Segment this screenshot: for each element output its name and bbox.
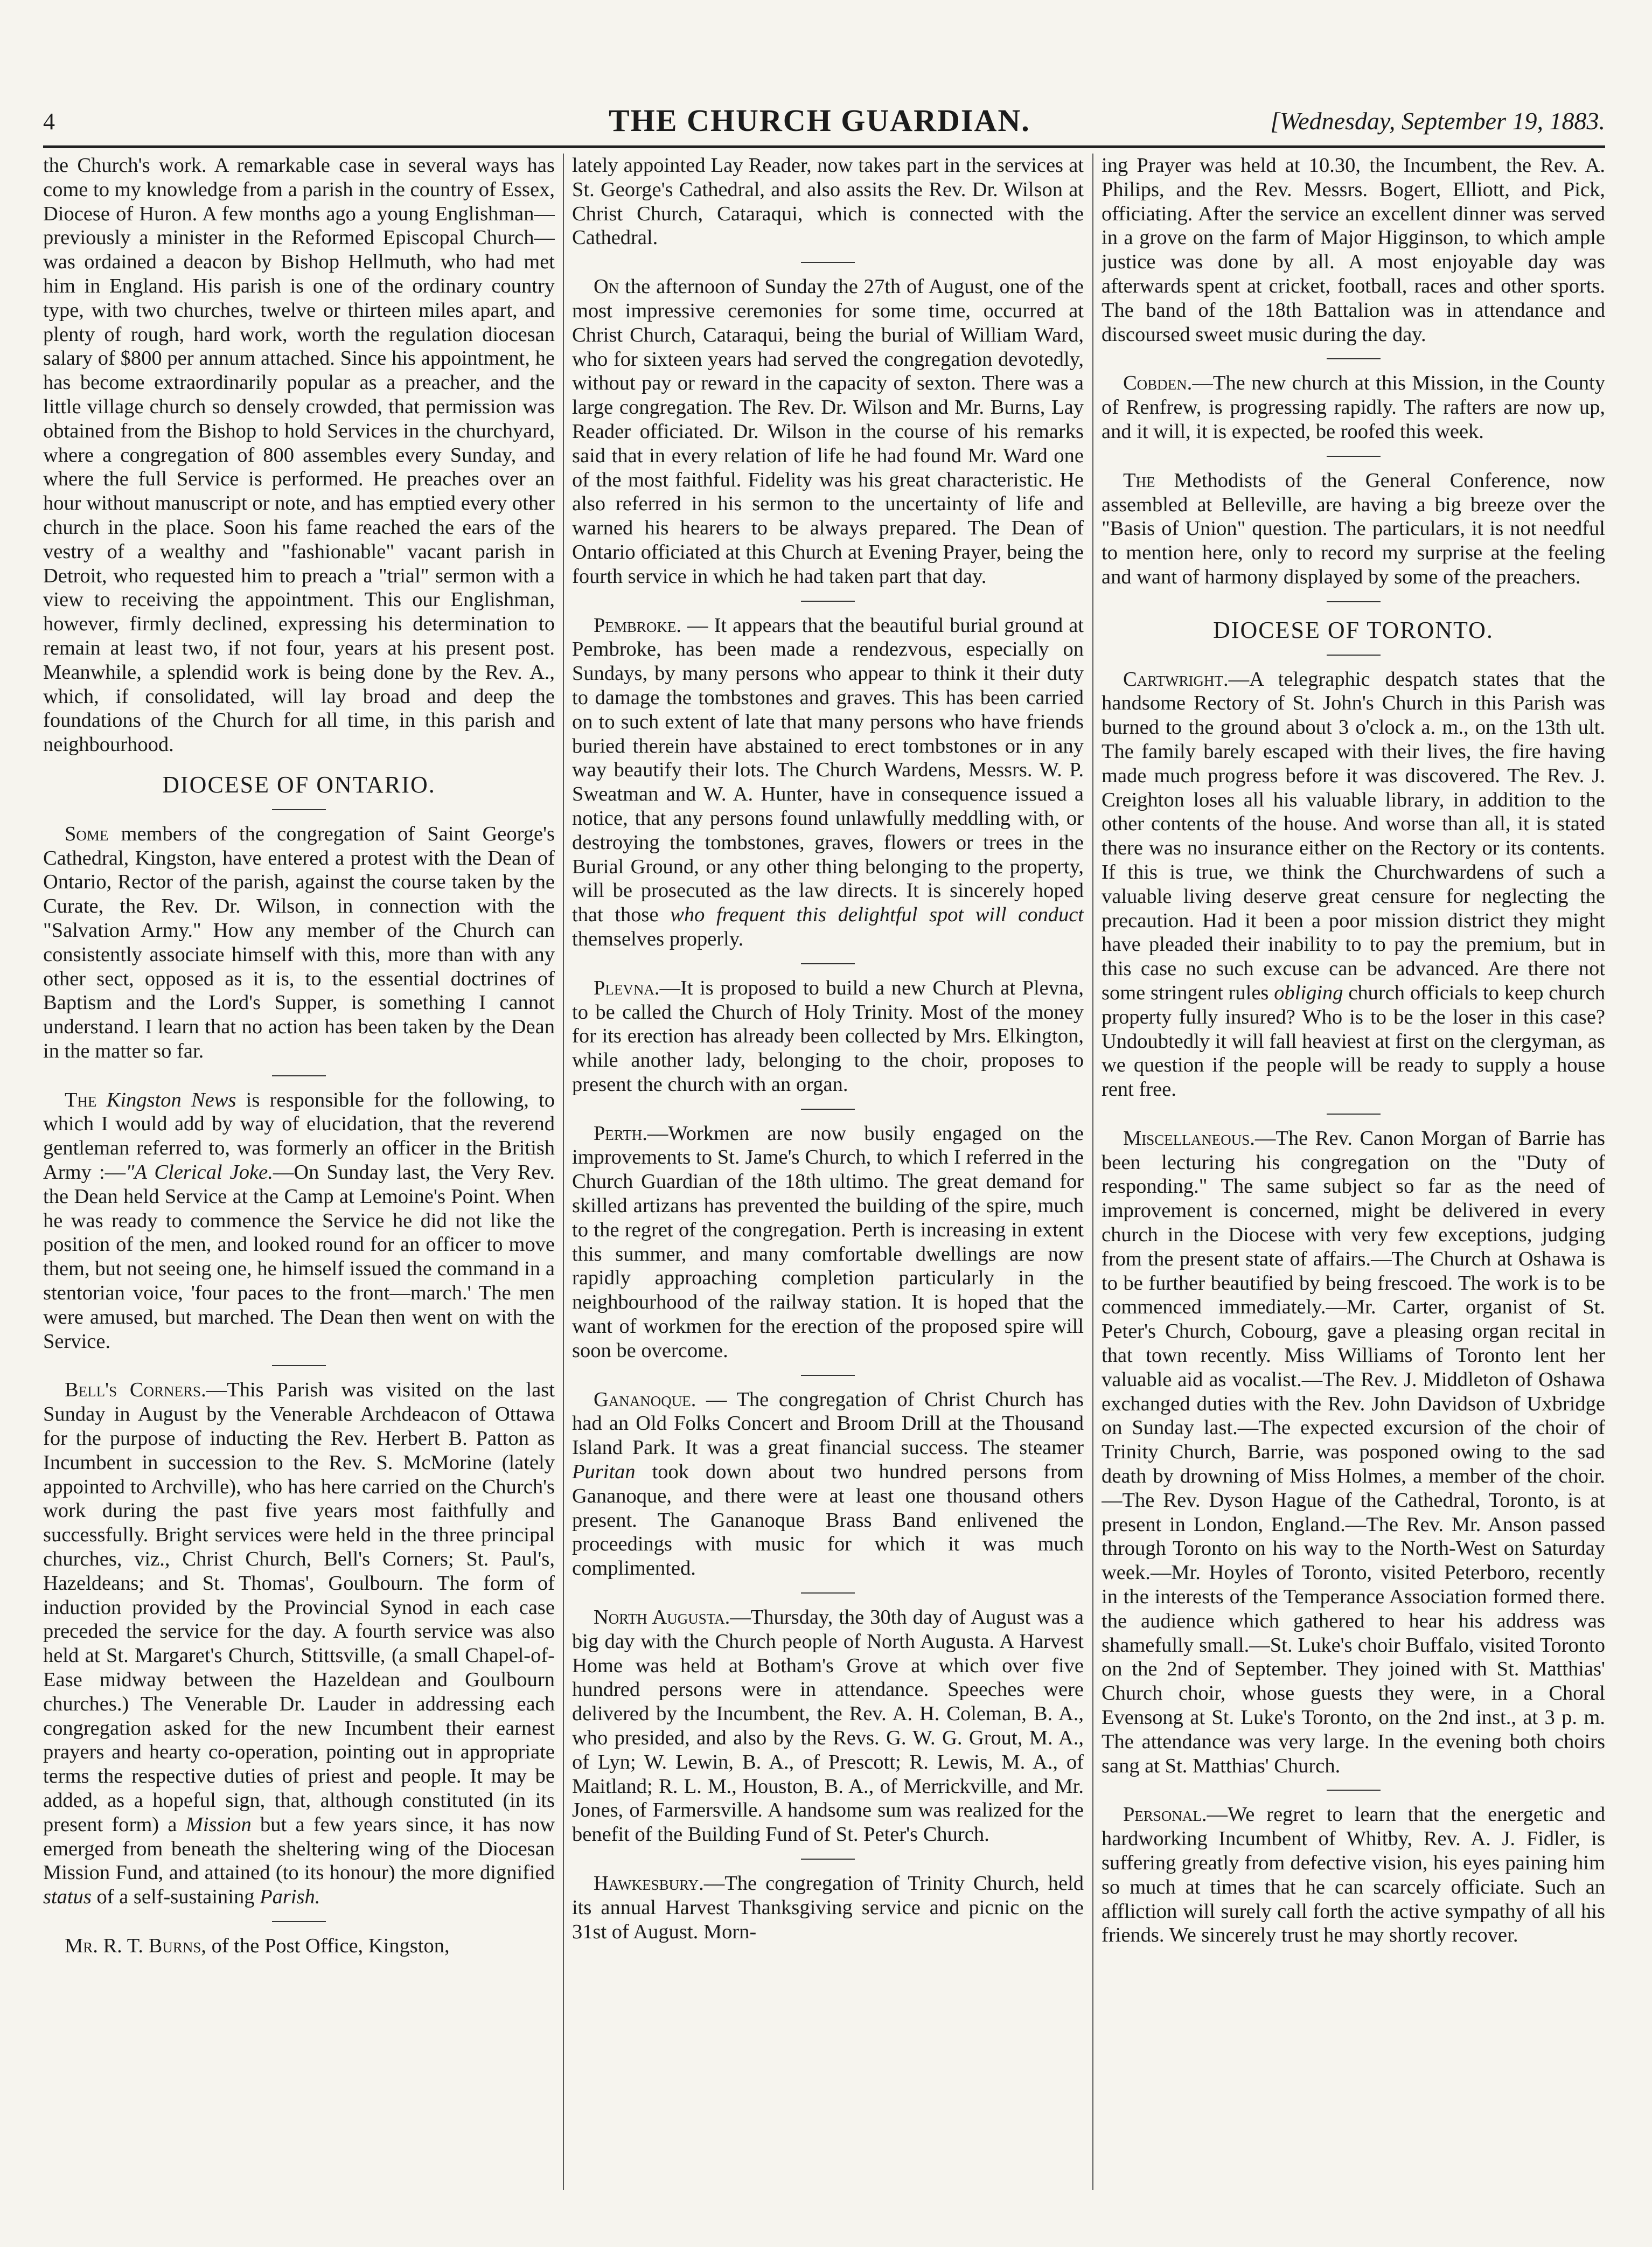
- column-1: [43, 154, 555, 2201]
- emphasis: status: [43, 1886, 92, 1909]
- article-burns: [43, 1934, 555, 1958]
- section-rule: [1327, 1114, 1381, 1115]
- column-divider-1: [563, 154, 564, 2190]
- emphasis: who frequent this delightful spot will conduct: [658, 903, 1084, 927]
- lead-word: Bell's Corners.: [65, 1379, 206, 1402]
- article-text: is responsible for the following, to which I would add by way of elucidation, that the reverend gentleman referred to, was formerly an officer in the British Army :—: [43, 1088, 555, 1184]
- paper-title: THE CHURCH GUARDIAN.: [609, 103, 1030, 138]
- article-huron-continued: the Church's work. A remarkable case in several ways has come to my knowledge from a parish in the country of Essex, Diocese of Huron. A few months ago a young Englishman—previously a minister in the Reformed Episcopal Church—was ordained a deacon by Bishop Hellmuth, who had met him in England. His parish is one of the ordinary country type, with two churches, twelve or thirteen miles apart, and plenty of rough, hard work, worth the regulation diocesan salary of $800 per annum attached. Since his appointment, he has become extraordinarily popular as a preacher, and the little village church so densely crowded, that permission was obtained from the Bishop to hold Services in the churchyard, where a congregation of 800 assembles every Sunday, and where the full Service is performed. He preaches over an hour without manuscript or note, and has emptied every other church in the place. Soon his fame reached the ears of the vestry of a wealthy and "fashionable" vacant parish in Detroit, who requested him to preach a "trial" sermon with a view to receiving the appointment. This our Englishman, however, firmly declined, expressing his determination to remain at least two, if not four, years at his present post. Meanwhile, a splendid work is being done by the Rev. A., which, if consolidated, will lay broad and deep the foundations of the Church for all time, in this parish and neighbourhood.: [43, 154, 555, 756]
- article-miscellaneous: [1102, 1126, 1605, 1778]
- emphasis: Mission: [185, 1813, 252, 1836]
- article-bells-corners: [43, 1378, 555, 1909]
- lead-word: Mr. R. T. Burns,: [65, 1934, 206, 1957]
- section-rule: [801, 963, 855, 964]
- article-hawkesbury: [572, 1872, 1084, 1944]
- section-rule: [801, 262, 855, 263]
- article-pembroke: [572, 614, 1084, 951]
- section-rule: [272, 1075, 326, 1076]
- article-text: — It appears that the beautiful burial ground at Pembroke, has been made a rendezvous, especially on Sundays, by many persons who appear to think it their duty to damage the tombstones and graves. This has been carried on to such extent of late that many persons who have friends buried therein have abstained to erect tombstones or in any way beautify their lots. The Church Wardens, Messrs. W. P. Sweatman and W. A. Hunter, have in consequence issued a notice, that any persons found unlawfully meddling with, or destroying the tombstones, graves, flowers or trees in the Burial Ground, or any other thing belonging to the property, will be prosecuted as the law directs. It is sincerely hoped that those: [572, 614, 1084, 927]
- section-rule: [801, 1109, 855, 1110]
- section-rule: [801, 601, 855, 602]
- heading-diocese-of-toronto: DIOCESE OF TORONTO.: [1213, 616, 1494, 643]
- section-rule: [1327, 655, 1381, 656]
- article-perth: [572, 1122, 1084, 1363]
- page-number: 4: [43, 108, 55, 135]
- article-salvation-army: [43, 822, 555, 1063]
- article-text: —A telegraphic despatch states that the handsome Rectory of St. John's Church in this Parish was burned to the ground about 3 o'clock a. m., on the 13th ult. The family barely escaped with their lives, the fire having made much progress before it was discovered. The Rev. J. Creighton loses all his valuable library, in addition to the other contents of the house. And worse than all, it is stated there was no insurance either on the Rectory or its contents. If this is true, we think the Churchwardens of such a valuable living deserve great censure for neglecting the precaution. Had it been a poor mission district they might have pleaded their inability to to pay the premium, but in this case no such excuse can be advanced. Are there not some stringent rules: [1102, 667, 1605, 1004]
- article-text: but a few years since, it has now emerged from beneath the sheltering wing of the Diocesan Mission Fund, and attained (to its honour) the more dignified: [43, 1813, 555, 1884]
- column-2: [572, 154, 1084, 2201]
- heading-diocese-of-ontario: DIOCESE OF ONTARIO.: [162, 771, 436, 798]
- lead-word: North Augusta.: [594, 1606, 730, 1629]
- emphasis: Parish.: [260, 1886, 320, 1909]
- article-text: —On Sunday last, the Very Rev. the Dean held Service at the Camp at Lemoine's Point. When he was ready to commence the Service he did not like the position of the men, and looked round for an officer to move them, but not seeing one, he himself issued the command in a stentorian voice, 'four paces to the front—march.' The men were amused, but marched. The Dean then went on with the Service.: [43, 1161, 555, 1353]
- emphasis: obliging: [1268, 981, 1343, 1004]
- masthead: [43, 102, 1605, 145]
- article-text: members of the congregation of Saint George's Cathedral, Kingston, have entered a protest with the Dean of Ontario, Rector of the parish, against the course taken by the Curate, the Rev. Dr. Wilson, in connection with the "Salvation Army." How any member of the Church can consistently associate himself with this, more than with any other sect, opposed as it is, to the essential doctrines of Baptism and the Lord's Supper, is something I cannot understand. I learn that no action has been taken by the Dean in the matter so far.: [43, 822, 555, 1062]
- article-text: themselves properly.: [572, 927, 744, 950]
- lead-word: Hawkesbury.: [594, 1872, 704, 1895]
- article-text: Methodists of the General Conference, now assembled at Belleville, are having a big breeze over the "Basis of Union" question. The particulars, it is not needful to mention here, only to record my surprise at the feeling and want of harmony displayed by some of the preachers.: [1102, 469, 1605, 588]
- article-text: —Workmen are now busily engaged on the improvements to St. Jame's Church, to which I referred in the Church Guardian of the 18th ultimo. The great demand for skilled artizans has prevented the building of the spire, much to the regret of the congregation. Perth is increasing in extent this summer, and many comfortable dwellings are now rapidly approaching completion particularly in the neighbourhood of the railway station. It is hoped that the want of workmen for the erection of the proposed spire will soon be overcome.: [572, 1122, 1084, 1362]
- article-text: —The congregation of Trinity Church, held its annual Harvest Thanksgiving service and picnic on the 31st of August. Morn-: [572, 1872, 1084, 1943]
- lead-word: Miscellaneous.: [1123, 1126, 1255, 1150]
- article-clerical-joke: [43, 1088, 555, 1354]
- article-hawkesbury-continued: ing Prayer was held at 10.30, the Incumbent, the Rev. A. Philips, and the Rev. Messrs. Bogert, Elliott, and Pick, officiating. After the service an excellent dinner was served in a grove on the farm of Major Higginson, to which ample justice was done by all. A most enjoyable day was afterwards spent at cricket, football, races and other sports. The band of the 18th Battalion was in attendance and discoursed sweet music during the day.: [1102, 154, 1605, 346]
- lead-word: On: [594, 275, 619, 298]
- lead-word: The: [65, 1088, 97, 1111]
- lead-word: Some: [65, 822, 109, 845]
- article-personal: [1102, 1803, 1605, 1947]
- masthead-rule: [43, 145, 1605, 148]
- article-william-ward: [572, 275, 1084, 588]
- section-rule: [801, 1375, 855, 1376]
- article-cartwright: [1102, 667, 1605, 1102]
- section-rule: [272, 1921, 326, 1922]
- article-methodists: [1102, 469, 1605, 589]
- section-rule: [1327, 456, 1381, 457]
- article-cobden: [1102, 371, 1605, 443]
- section-rule: [272, 809, 326, 810]
- section-rule: [1327, 358, 1381, 359]
- article-text: —It is proposed to build a new Church at Plevna, to be called the Church of Holy Trinity. Most of the money for its erection has already been collected by Mrs. Elkington, while another lady, belonging to the choir, proposes to present the church with an organ.: [572, 976, 1084, 1096]
- lead-word: Personal.: [1123, 1803, 1207, 1826]
- article-text: the afternoon of Sunday the 27th of August, one of the most impressive ceremonies for some time, occurred at Christ Church, Cataraqui, being the burial of William Ward, who for sixteen years had served the congregation devotedly, without pay or reward in the capacity of sexton. There was a large congregation. The Rev. Dr. Wilson and Mr. Burns, Lay Reader officiated. Dr. Wilson in the course of his remarks said that in every relation of life he had found Mr. Ward one of the most faithful. Fidelity was his great characteristic. He also referred in his sermon to the uncertainty of life and warned his hearers to be always prepared. The Dean of Ontario officiated at this Church at Evening Prayer, being the fourth service in which he had taken part that day.: [572, 275, 1084, 588]
- lead-word: Gananoque.: [594, 1388, 696, 1411]
- article-plevna: [572, 976, 1084, 1097]
- lead-word: Cartwright.: [1123, 667, 1229, 691]
- lead-word: Pembroke.: [594, 614, 682, 637]
- quoted-title: "A Clerical Joke.: [126, 1161, 273, 1184]
- section-rule: [1327, 601, 1381, 602]
- article-text: took down about two hundred persons from Gananoque, and there were at least one thousand others present. The Gananoque Brass Band enlivened the proceedings with music for which it was much complimented.: [572, 1460, 1084, 1580]
- lead-word: Plevna.: [594, 976, 660, 999]
- lead-word: Cobden.: [1123, 372, 1193, 395]
- section-rule: [272, 1365, 326, 1366]
- article-gananoque: [572, 1388, 1084, 1581]
- lead-word: Perth.: [594, 1122, 647, 1145]
- article-text: of the Post Office, Kingston,: [206, 1934, 450, 1957]
- column-divider-2: [1092, 154, 1093, 2190]
- column-3: [1102, 154, 1605, 2201]
- article-text: —Thursday, the 30th day of August was a big day with the Church people of North Augusta. A Harvest Home was held at Botham's Grove at which over five hundred persons were in attendance. Speeches were delivered by the Incumbent, the Rev. A. H. Coleman, B. A., who presided, and also by the Revs. G. W. G. Grout, M. A., of Lyn; W. Lewin, B. A., of Prescott; R. Lewis, M. A., of Maitland; R. L. M., Houston, B. A., of Merrickville, and Mr. Jones, of Farmersville. A handsome sum was realized for the benefit of the Building Fund of St. Peter's Church.: [572, 1606, 1084, 1846]
- article-text: —The Rev. Canon Morgan of Barrie has been lecturing his congregation on the "Duty of responding." The same subject so far as the need of improvement is concerned, might be delivered in every church in the Diocese with very few exceptions, judging from the present state of affairs.—The Church at Oshawa is to be further beautified by being frescoed. The work is to be commenced immediately.—Mr. Carter, organist of St. Peter's Church, Cobourg, gave a pleasing organ recital in that town recently. Miss Williams of Toronto lent her valuable aid as vocalist.—The Rev. J. Middleton of Oshawa exchanged duties with the Rev. John Davidson of Uxbridge on Sunday last.—The expected excursion of the choir of Trinity Church, Barrie, was posponed owing to the sad death by drowning of Miss Holmes, a member of the choir.—The Rev. Dyson Hague of the Cathedral, Toronto, is at present in London, England.—The Rev. Mr. Anson passed through Toronto on his way to the North-West on Saturday week.—Mr. Hoyles of Toronto, visited Peterboro, recently in the interests of the Temperance Association formed there. the audience which gathered to hear his address was shamefully small.—St. Luke's choir Buffalo, visited Toronto on the 2nd of September. They joined with St. Matthias' Church choir, whose guests they were, in a Choral Evensong at St. Luke's Toronto, on the 2nd inst., at 3 p. m. The attendance was very large. In the evening both choirs sang at St. Matthias' Church.: [1102, 1126, 1605, 1777]
- section-rule: [1327, 1790, 1381, 1791]
- issue-date: [Wednesday, September 19, 1883.: [1270, 107, 1605, 135]
- emphasis: Puritan: [572, 1460, 636, 1484]
- article-text: — The congregation of Christ Church has had an Old Folks Concert and Broom Drill at the Thousand Island Park. It was a great financial success. The steamer: [572, 1388, 1084, 1459]
- section-rule: [801, 1592, 855, 1594]
- article-text: —We regret to learn that the energetic and hardworking Incumbent of Whitby, Rev. A. J. Fidler, is suffering greatly from defective vision, his eyes paining him so much at times that he can scarcely officiate. Such an affliction will surely call forth the active sympathy of all his friends. We sincerely trust he may shortly recover.: [1102, 1803, 1605, 1947]
- article-burns-continued: lately appointed Lay Reader, now takes part in the services at St. George's Cathedral, and also assits the Rev. Dr. Wilson at Christ Church, Cataraqui, which is connected with the Cathedral.: [572, 154, 1084, 249]
- newspaper-name: Kingston News: [106, 1088, 236, 1111]
- article-text: —The new church at this Mission, in the County of Renfrew, is progressing rapidly. The rafters are now up, and it will, it is expected, be roofed this week.: [1102, 372, 1605, 443]
- lead-word: The: [1123, 469, 1155, 492]
- article-text: church officials to keep church property fully insured? Who is to be the loser in this case? Undoubtedly it will fall heaviest at first on the clergyman, as we question if the people will be ready to supply a house rent free.: [1102, 981, 1605, 1101]
- article-text: —This Parish was visited on the last Sunday in August by the Venerable Archdeacon of Ottawa for the purpose of inducting the Rev. Herbert B. Patton as Incumbent in succession to the Rev. S. McMorine (lately appointed to Archville), who has here carried on the Church's work during the past five years most faithfully and successfully. Bright services were held in the three principal churches, viz., Christ Church, Bell's Corners; St. Paul's, Hazeldeans; and St. Thomas', Goulbourn. The form of induction provided by the Provincial Synod in each case preceded the service for the day. A fourth service was also held at St. Margaret's Church, Stittsville, (a small Chapel-of-Ease midway between the Hazeldean and Goulbourn churches.) The Venerable Dr. Lauder in addressing each congregation asked for the new Incumbent their earnest prayers and hearty co-operation, pointing out in appropriate terms the respective duties of priest and people. It may be added, as a hopeful sign, that, although constituted (in its present form) a: [43, 1379, 555, 1836]
- article-text: of a self-sustaining: [91, 1886, 255, 1909]
- section-rule: [801, 1859, 855, 1860]
- article-north-augusta: [572, 1605, 1084, 1847]
